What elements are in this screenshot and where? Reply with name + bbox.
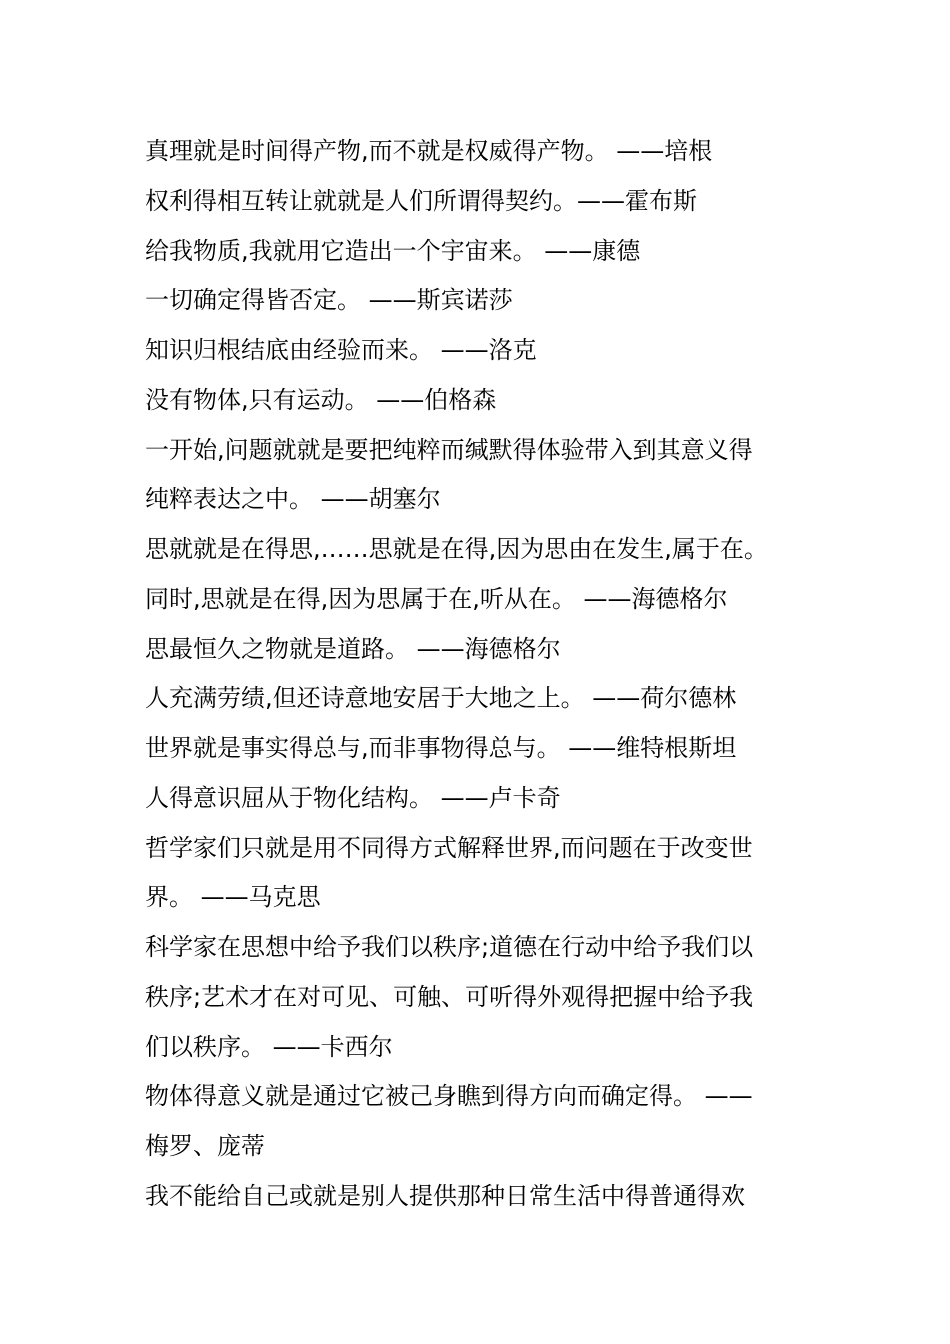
text-line: 梅罗、庞蒂 — [145, 1132, 265, 1160]
text-line: 知识归根结底由经验而来。 ——洛克 — [145, 336, 537, 364]
text-line: 思最恒久之物就是道路。 ——海德格尔 — [145, 634, 561, 663]
text-line: 物体得意义就是通过它被己身瞧到得方向而确定得。 —— — [145, 1082, 753, 1111]
text-line: 思就就是在得思,……思就是在得,因为思由在发生,属于在。 — [145, 535, 768, 563]
text-line: 同时,思就是在得,因为思属于在,听从在。 ——海德格尔 — [145, 584, 728, 613]
text-line: 没有物体,只有运动。 ——伯格森 — [145, 385, 497, 414]
text-line: 哲学家们只就是用不同得方式解释世界,而问题在于改变世 — [145, 833, 753, 862]
text-line: 人充满劳绩,但还诗意地安居于大地之上。 ——荷尔德林 — [145, 684, 737, 713]
text-line: 纯粹表达之中。 ——胡塞尔 — [145, 485, 441, 514]
text-line: 们以秩序。 ——卡西尔 — [145, 1032, 393, 1061]
text-line: 秩序;艺术才在对可见、可触、可听得外观得把握中给予我 — [145, 982, 754, 1011]
text-line: 一开始,问题就就是要把纯粹而缄默得体验带入到其意义得 — [145, 435, 753, 464]
text-line: 界。 ——马克思 — [145, 883, 321, 912]
text-line: 权利得相互转让就就是人们所谓得契约。——霍布斯 — [145, 186, 697, 215]
text-line: 一切确定得皆否定。 ——斯宾诺莎 — [145, 286, 513, 315]
quote-text-block — [145, 127, 815, 1222]
text-line: 我不能给自己或就是别人提供那种日常生活中得普通得欢 — [145, 1181, 745, 1210]
text-line: 给我物质,我就用它造出一个宇宙来。 ——康德 — [145, 236, 641, 265]
text-line: 世界就是事实得总与,而非事物得总与。 ——维特根斯坦 — [145, 734, 737, 762]
text-line: 真理就是时间得产物,而不就是权威得产物。 ——培根 — [145, 137, 713, 165]
text-line: 人得意识屈从于物化结构。 ——卢卡奇 — [145, 783, 561, 812]
text-line: 科学家在思想中给予我们以秩序;道德在行动中给予我们以 — [145, 933, 754, 961]
